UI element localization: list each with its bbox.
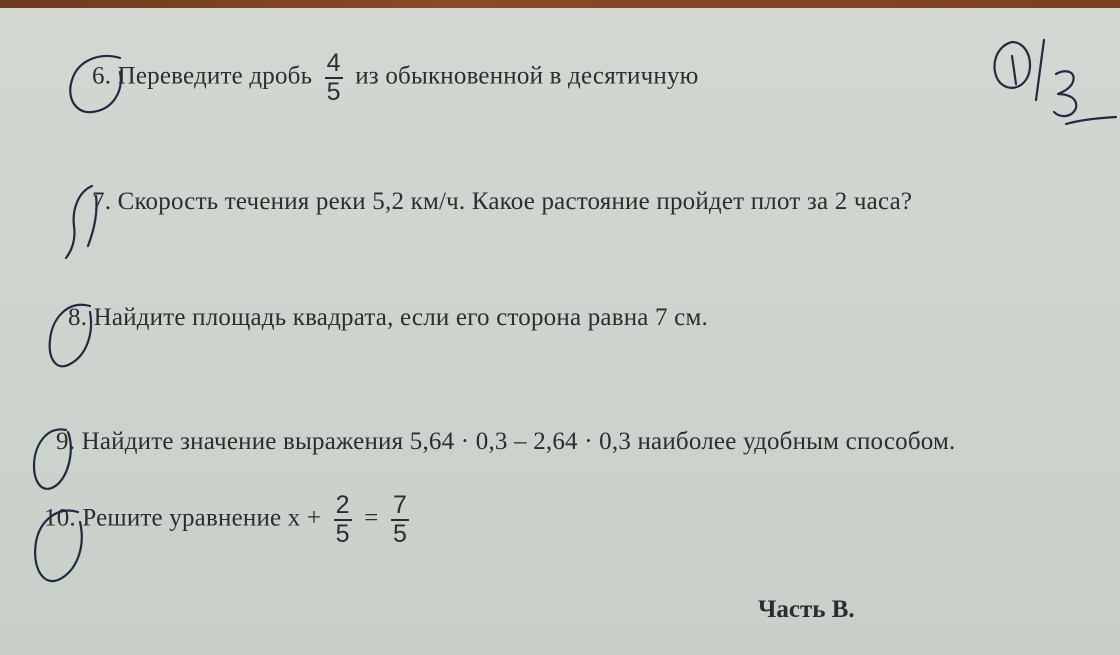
- task-7-number: 7.: [92, 188, 112, 215]
- circle-mark-7: [66, 186, 92, 258]
- task-10-number: 10.: [44, 504, 76, 532]
- task-10-left-denominator: 5: [335, 520, 350, 548]
- circle-mark-8: [50, 305, 91, 366]
- task-8-number: 8.: [68, 304, 88, 331]
- circle-mark-6: [70, 56, 121, 112]
- task-10-equals: =: [364, 504, 379, 532]
- task-10-text-before: Решите уравнение x +: [82, 504, 322, 532]
- task-10-right-denominator: 5: [393, 520, 408, 548]
- task-6-text-before: Переведите дробь: [117, 62, 313, 90]
- task-10-right-numerator: 7: [393, 491, 408, 519]
- circle-mark-10: [35, 511, 82, 581]
- task-9-text: Найдите значение выражения 5,64 · 0,3 – 2,64 · 0,3 наиболее удобным способом.: [81, 428, 956, 455]
- task-6-fraction-numerator: 4: [326, 49, 341, 77]
- task-8-text: Найдите площадь квадрата, если его сторона равна 7 см.: [93, 304, 708, 331]
- circle-mark-9: [34, 429, 71, 488]
- task-9-number: 9.: [56, 428, 76, 455]
- task-6-number: 6.: [92, 62, 112, 90]
- task-7-text: Скорость течения реки 5,2 км/ч. Какое растояние пройдет плот за 2 часа?: [117, 188, 913, 215]
- task-10-left-numerator: 2: [335, 491, 350, 519]
- section-heading: Часть В.: [758, 596, 855, 623]
- task-6-text-after: из обыкновенной в десятичную: [355, 62, 699, 90]
- task-6-fraction-denominator: 5: [326, 78, 341, 106]
